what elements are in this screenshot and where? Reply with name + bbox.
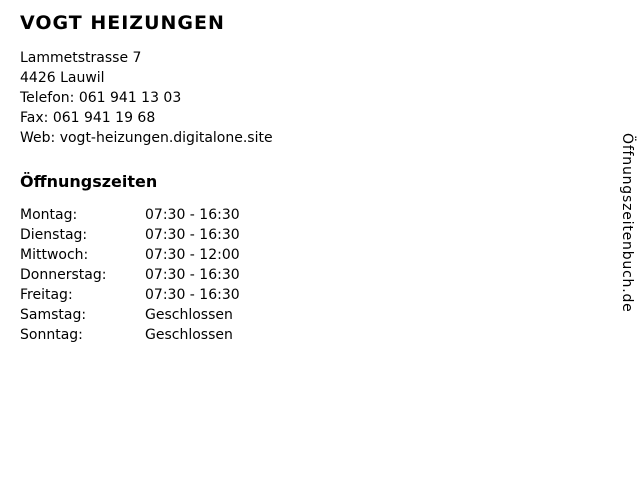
phone-line (20, 88, 273, 108)
table-row (20, 245, 273, 265)
watermark-vertical-text: Öffnungszeitenbuch.de (619, 133, 635, 313)
day-label: Montag: (20, 207, 78, 223)
time-value: 07:30 - 16:30 (145, 207, 240, 223)
day-label: Mittwoch: (20, 247, 89, 263)
fax-value: 061 941 19 68 (52, 110, 156, 126)
table-row (20, 325, 273, 345)
street-line: Lammetstrasse 7 (20, 50, 142, 66)
phone-label: Telefon: (20, 90, 75, 106)
website-value: vogt-heizungen.digitalone.site (59, 130, 273, 146)
address-block (20, 48, 273, 148)
time-value: 07:30 - 16:30 (145, 287, 240, 303)
time-value: 07:30 - 16:30 (145, 227, 240, 243)
table-row (20, 285, 273, 305)
business-listing (20, 12, 273, 345)
web-line (20, 128, 273, 148)
opening-hours-heading: Öffnungszeiten (20, 172, 158, 191)
day-label: Samstag: (20, 307, 87, 323)
fax-line (20, 108, 273, 128)
time-value: 07:30 - 16:30 (145, 267, 240, 283)
table-row (20, 225, 273, 245)
time-value: Geschlossen (145, 327, 233, 343)
day-label: Freitag: (20, 287, 73, 303)
fax-label: Fax: (20, 110, 49, 126)
table-row (20, 305, 273, 325)
table-row (20, 265, 273, 285)
day-label: Donnerstag: (20, 267, 107, 283)
table-row (20, 205, 273, 225)
page-title: VOGT HEIZUNGEN (20, 12, 225, 34)
time-value: Geschlossen (145, 307, 233, 323)
city-line: 4426 Lauwil (20, 70, 105, 86)
day-label: Sonntag: (20, 327, 83, 343)
web-label: Web: (20, 130, 56, 146)
opening-hours-table (20, 205, 273, 345)
time-value: 07:30 - 12:00 (145, 247, 240, 263)
day-label: Dienstag: (20, 227, 88, 243)
phone-value: 061 941 13 03 (78, 90, 182, 106)
